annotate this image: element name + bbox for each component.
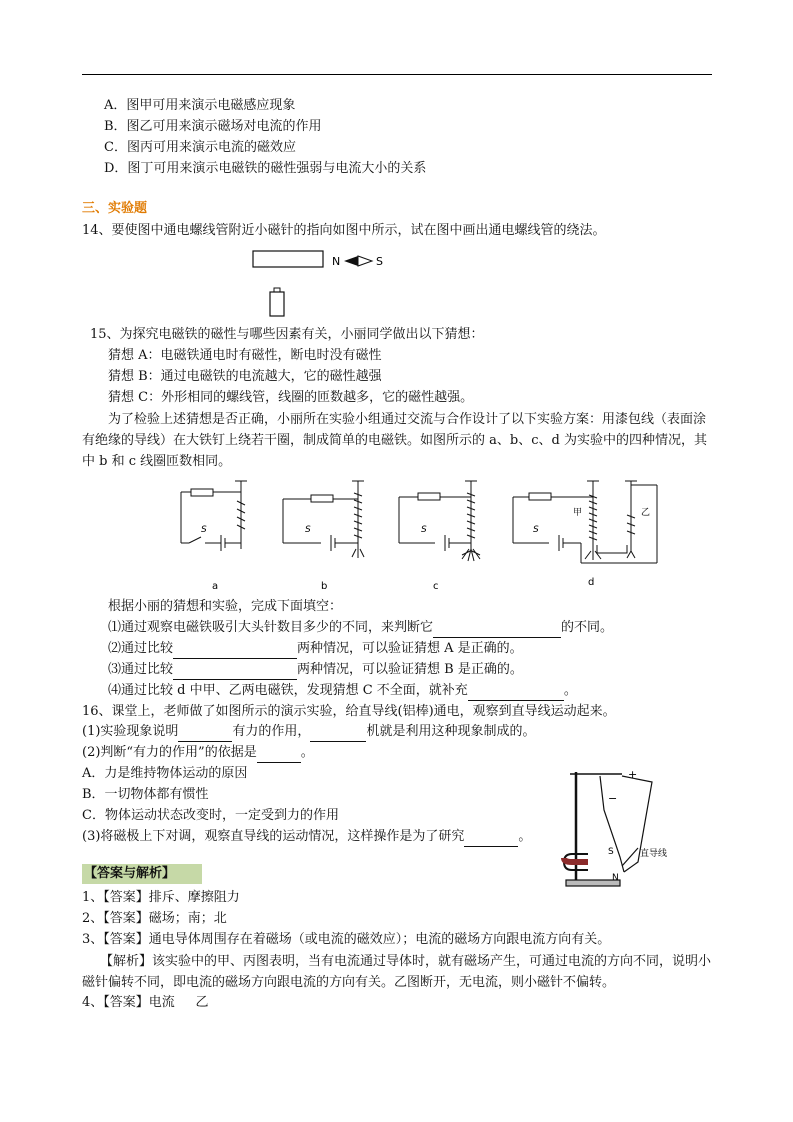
- switch-label-c: S: [421, 525, 427, 535]
- experiment-description: 为了检验上述猜想是否正确，小丽所在实验小组通过交流与合作设计了以下实验方案：用漆包线（表面涂有绝缘的导线）在大铁钉上绕若干圈，制成简单的电磁铁。如图所示的 a、b、c、d 为实验中的四种情况，其中 b 和 c 线圈匝数相同。: [82, 412, 707, 469]
- needle-s-label: S: [376, 255, 383, 268]
- answer-1: 1、【答案】排斥、摩擦阻力: [82, 890, 240, 905]
- fig-label-c: c: [433, 581, 439, 592]
- solenoid-figure: [245, 248, 395, 320]
- electromagnet-figure: [163, 475, 663, 593]
- analysis-3: 【解析】该实验中的甲、丙图表明，当有电流通过导体时，就有磁场产生，可通过电流的方向不同，说明小磁针偏转不同，即电流的磁场方向跟电流的方向有关。乙图断开，无电流，则小磁针不偏转。: [82, 954, 712, 990]
- magnet-yi-label: 乙: [641, 508, 651, 518]
- blank-5[interactable]: [178, 727, 232, 742]
- option-d: D．图丁可用来演示电磁铁的磁性强弱与电流大小的关系: [104, 161, 427, 176]
- fig-label-a: a: [212, 581, 219, 592]
- question-16: 16、课堂上，老师做了如图所示的演示实验，给直导线(铝棒)通电，观察到直导线运动起来。: [82, 704, 616, 719]
- switch-label-b: S: [305, 525, 311, 535]
- blank-3[interactable]: [173, 665, 297, 680]
- option-a: A．图甲可用来演示电磁感应现象: [104, 98, 296, 113]
- needle-north-half: [344, 256, 358, 266]
- fill-intro: 根据小丽的猜想和实验，完成下面填空：: [108, 599, 343, 614]
- fig-label-d: d: [588, 577, 595, 588]
- blank-6[interactable]: [310, 727, 366, 742]
- guess-c: 猜想 C：外形相同的螺线管，线圈的匝数越多，它的磁性越强。: [108, 390, 474, 405]
- needle-south-half: [358, 256, 372, 266]
- option-c: C．图丙可用来演示电流的磁效应: [104, 140, 296, 155]
- solenoid-core: [253, 251, 323, 267]
- option-b: B．图乙可用来演示磁场对电流的作用: [104, 119, 322, 134]
- answer-3: 3、【答案】通电导体周围存在着磁场（或电流的磁效应）；电流的磁场方向跟电流方向有关。: [82, 932, 611, 947]
- section-heading: 三、实验题: [82, 201, 148, 216]
- q16-option-b: B．一切物体都有惯性: [82, 787, 209, 802]
- q16-part-2: (2)判断“有力的作用”的依据是 。: [82, 743, 314, 763]
- header-rule: [82, 74, 712, 75]
- answer-2: 2、【答案】磁场；南；北: [82, 911, 227, 926]
- q16-part-3: (3)将磁极上下对调，观察直导线的运动情况，这样操作是为了研究 。: [82, 827, 531, 847]
- q16-option-c: C．物体运动状态改变时，一定受到力的作用: [82, 808, 339, 823]
- blank-4[interactable]: [468, 686, 564, 701]
- minus-terminal: −: [608, 792, 618, 805]
- fill-1: ⑴通过观察电磁铁吸引大头针数目多少的不同，来判断它 的不同。: [108, 618, 613, 638]
- blank-7[interactable]: [257, 748, 301, 763]
- q16-part-1: (1)实验现象说明 有力的作用， 机就是利用这种现象制成的。: [82, 722, 535, 742]
- battery-terminal: [274, 288, 280, 292]
- guess-a: 猜想 A：电磁铁通电时有磁性，断电时没有磁性: [108, 348, 382, 363]
- question-14: 14、要使图中通电螺线管附近小磁针的指向如图中所示，试在图中画出通电螺线管的绕法。: [82, 223, 606, 238]
- fill-2: ⑵通过比较 两种情况，可以验证猜想 A 是正确的。: [108, 639, 523, 659]
- blank-1[interactable]: [433, 623, 561, 638]
- blank-8[interactable]: [464, 832, 518, 847]
- fig-label-b: b: [321, 581, 328, 592]
- magnet-s-pole: S: [608, 847, 614, 857]
- magnet-n-pole: N: [612, 873, 619, 883]
- q16-option-a: A．力是维持物体运动的原因: [82, 766, 248, 781]
- battery: [270, 292, 284, 316]
- blank-2[interactable]: [173, 644, 297, 659]
- answer-4: 4、【答案】电流 乙: [82, 995, 209, 1010]
- plus-terminal: +: [628, 768, 638, 781]
- guess-b: 猜想 B：通过电磁铁的电流越大，它的磁性越强: [108, 369, 382, 384]
- wire-label: 直导线: [640, 849, 668, 859]
- switch-label-d: S: [533, 525, 539, 535]
- fill-3: ⑶通过比较 两种情况，可以验证猜想 B 是正确的。: [108, 660, 523, 680]
- switch-label-a: S: [201, 525, 207, 535]
- answers-heading: 【答案与解析】: [82, 864, 202, 884]
- question-15: 15、为探究电磁铁的磁性与哪些因素有关，小丽同学做出以下猜想：: [90, 327, 484, 342]
- magnet-jia-label: 甲: [573, 508, 583, 518]
- fill-4: ⑷通过比较 d 中甲、乙两电磁铁，发现猜想 C 不全面，就补充 。: [108, 681, 577, 701]
- force-on-wire-figure: [560, 762, 680, 892]
- needle-n-label: N: [332, 255, 341, 268]
